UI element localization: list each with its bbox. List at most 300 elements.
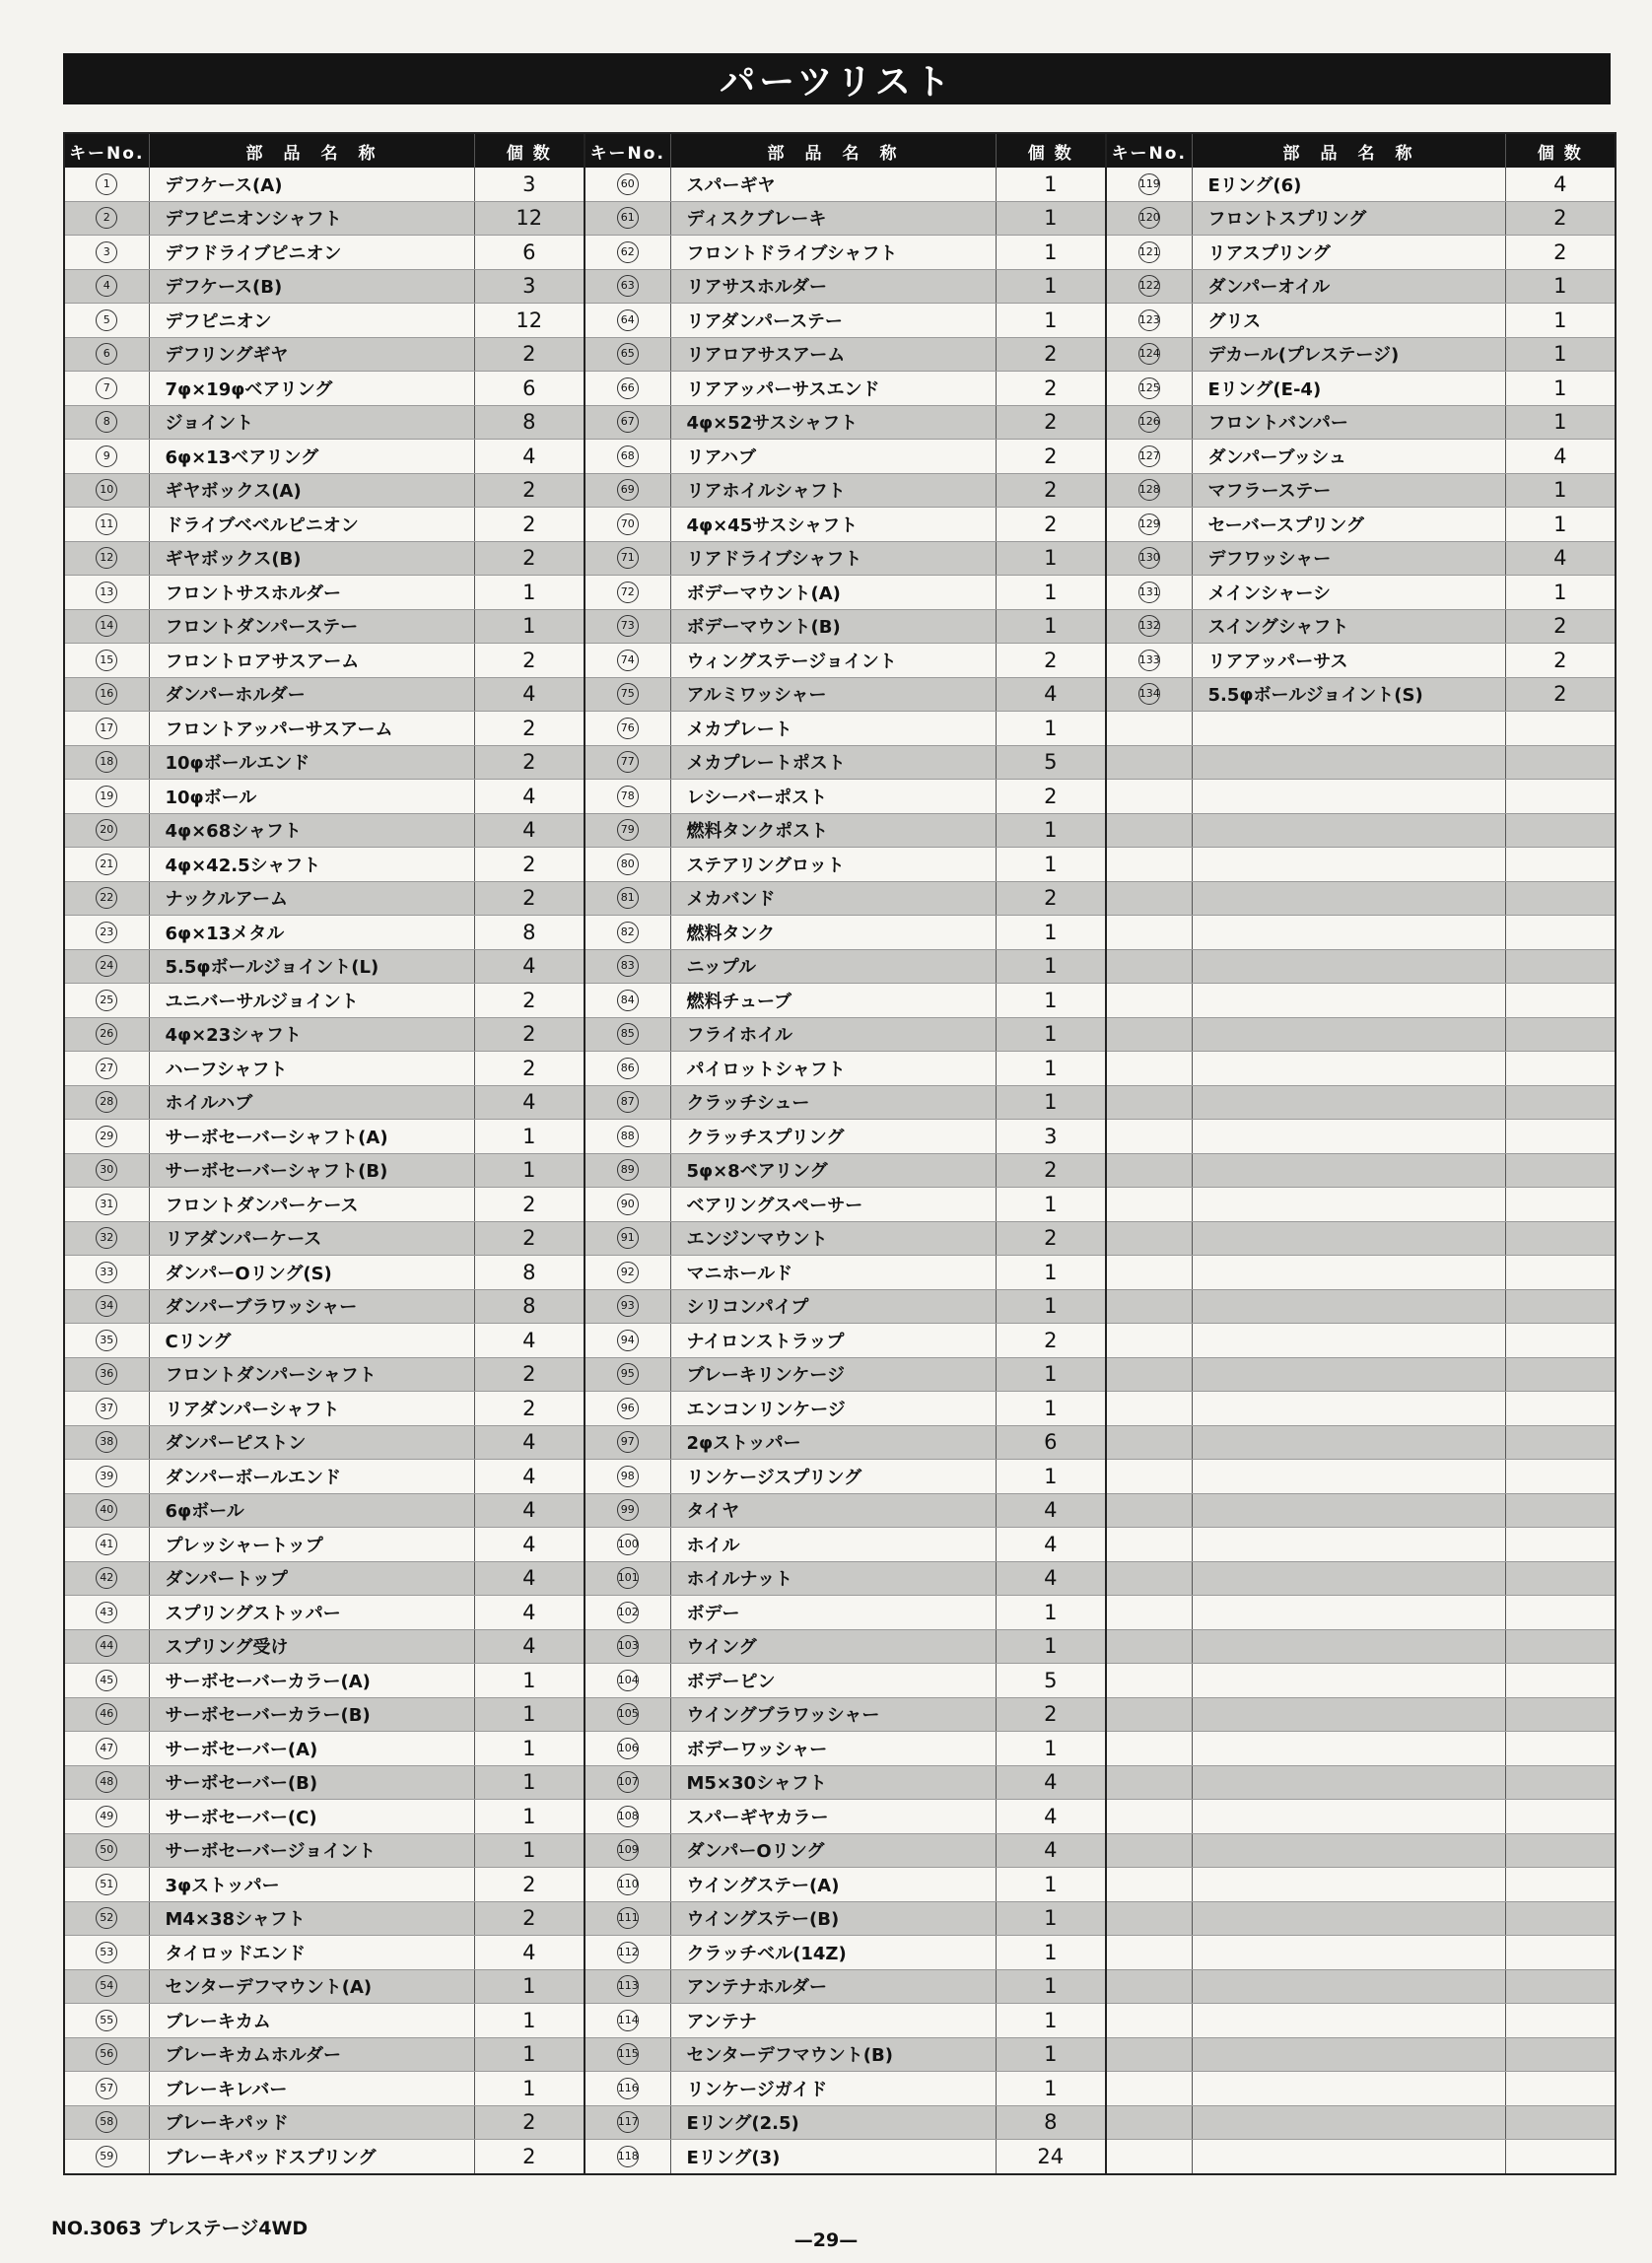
- key-number: [64, 916, 149, 950]
- key-number: [64, 848, 149, 882]
- part-quantity: 2: [474, 1221, 585, 1256]
- key-number-circle: 93: [617, 1295, 639, 1317]
- part-quantity: 1: [996, 1629, 1106, 1664]
- part-quantity: 4: [474, 1561, 585, 1596]
- part-name: 4φ×45サスシャフト: [670, 508, 996, 542]
- key-number: [64, 508, 149, 542]
- part-quantity: 2: [1505, 609, 1616, 644]
- part-name: ディスクブレーキ: [670, 201, 996, 236]
- part-quantity: 1: [996, 1868, 1106, 1902]
- part-name: [1192, 745, 1505, 780]
- key-number: [64, 337, 149, 372]
- key-number: [1107, 337, 1192, 372]
- key-number: [64, 609, 149, 644]
- key-number: [1107, 1289, 1192, 1324]
- table-row: [585, 1221, 1106, 1256]
- part-quantity: 3: [474, 168, 585, 201]
- part-name: [1192, 2140, 1505, 2174]
- part-name: リアロアサスアーム: [670, 337, 996, 372]
- table-row: [585, 541, 1106, 576]
- key-number: [585, 1732, 670, 1766]
- part-quantity: 4: [474, 1493, 585, 1528]
- part-name: ジョイント: [149, 405, 474, 440]
- header-key: キーNo.: [64, 133, 149, 168]
- key-number-circle: 34: [96, 1295, 117, 1317]
- key-number: [64, 1765, 149, 1800]
- part-quantity: 2: [1505, 201, 1616, 236]
- part-quantity: 8: [474, 1289, 585, 1324]
- part-quantity: [1505, 1052, 1616, 1086]
- part-quantity: 2: [474, 2105, 585, 2140]
- key-number-circle: 27: [96, 1058, 117, 1079]
- table-row: [1107, 473, 1616, 508]
- table-row: [585, 1561, 1106, 1596]
- part-quantity: 1: [1505, 473, 1616, 508]
- part-quantity: 2: [996, 440, 1106, 474]
- key-number: [64, 2140, 149, 2174]
- table-row: [64, 916, 585, 950]
- key-number-circle: 35: [96, 1330, 117, 1351]
- part-name: プレッシャートップ: [149, 1528, 474, 1562]
- part-quantity: 2: [474, 1052, 585, 1086]
- key-number: [64, 541, 149, 576]
- key-number-circle: 52: [96, 1907, 117, 1929]
- key-number-circle: 121: [1138, 241, 1160, 263]
- table-row: [1107, 1289, 1616, 1324]
- part-quantity: 1: [1505, 372, 1616, 406]
- table-row: [1107, 2072, 1616, 2106]
- key-number: [585, 269, 670, 304]
- part-quantity: 5: [996, 745, 1106, 780]
- key-number-circle: 67: [617, 411, 639, 433]
- part-quantity: 2: [474, 473, 585, 508]
- key-number: [64, 1561, 149, 1596]
- key-number-circle: 128: [1138, 479, 1160, 501]
- part-quantity: 4: [474, 1085, 585, 1120]
- key-number: [1107, 1460, 1192, 1494]
- part-name: [1192, 1493, 1505, 1528]
- key-number: [64, 269, 149, 304]
- part-quantity: [1505, 745, 1616, 780]
- part-quantity: [1505, 881, 1616, 916]
- part-name: [1192, 1596, 1505, 1630]
- part-name: [1192, 712, 1505, 746]
- part-quantity: 1: [996, 1188, 1106, 1222]
- table-row: [1107, 1833, 1616, 1868]
- part-name: フロントロアサスアーム: [149, 644, 474, 678]
- key-number-circle: 37: [96, 1398, 117, 1419]
- key-number-circle: 23: [96, 922, 117, 943]
- key-number-circle: 16: [96, 683, 117, 705]
- key-number-circle: 39: [96, 1466, 117, 1487]
- key-number-circle: 66: [617, 377, 639, 399]
- part-name: フロントドライブシャフト: [670, 236, 996, 270]
- part-quantity: 3: [474, 269, 585, 304]
- table-row: [585, 1153, 1106, 1188]
- part-quantity: [1505, 1221, 1616, 1256]
- key-number: [1107, 2140, 1192, 2174]
- key-number: [1107, 1188, 1192, 1222]
- part-quantity: 2: [996, 372, 1106, 406]
- key-number: [585, 1936, 670, 1970]
- part-quantity: 1: [996, 1052, 1106, 1086]
- key-number-circle: 19: [96, 786, 117, 807]
- part-quantity: 8: [474, 916, 585, 950]
- part-name: ハーフシャフト: [149, 1052, 474, 1086]
- key-number-circle: 29: [96, 1126, 117, 1147]
- part-name: M5×30シャフト: [670, 1765, 996, 1800]
- part-name: フロントサスホルダー: [149, 576, 474, 610]
- key-number: [585, 440, 670, 474]
- key-number-circle: 122: [1138, 275, 1160, 297]
- key-number-circle: 74: [617, 650, 639, 671]
- key-number-circle: 13: [96, 582, 117, 603]
- part-quantity: 24: [996, 2140, 1106, 2174]
- part-name: ダンパーホルダー: [149, 677, 474, 712]
- key-number-circle: 85: [617, 1023, 639, 1045]
- key-number: [585, 236, 670, 270]
- key-number: [64, 1188, 149, 1222]
- table-row: [1107, 780, 1616, 814]
- part-name: ステアリングロット: [670, 848, 996, 882]
- table-row: [1107, 1221, 1616, 1256]
- key-number: [585, 576, 670, 610]
- key-number-circle: 131: [1138, 582, 1160, 603]
- table-row: [1107, 677, 1616, 712]
- key-number: [585, 168, 670, 201]
- table-row: [64, 644, 585, 678]
- key-number: [1107, 168, 1192, 201]
- part-name: ブレーキレバー: [149, 2072, 474, 2106]
- key-number: [1107, 269, 1192, 304]
- part-quantity: 4: [474, 1460, 585, 1494]
- part-name: [1192, 1697, 1505, 1732]
- key-number: [1107, 2105, 1192, 2140]
- key-number-circle: 5: [96, 309, 117, 331]
- key-number: [585, 1596, 670, 1630]
- part-name: ウイングブラワッシャー: [670, 1697, 996, 1732]
- table-row: [585, 1765, 1106, 1800]
- table-row: [585, 236, 1106, 270]
- part-quantity: 1: [996, 236, 1106, 270]
- key-number: [585, 745, 670, 780]
- part-name: [1192, 1324, 1505, 1358]
- key-number-circle: 25: [96, 990, 117, 1011]
- part-name: ギヤボックス(A): [149, 473, 474, 508]
- part-name: [1192, 1732, 1505, 1766]
- table-row: [1107, 541, 1616, 576]
- part-quantity: 1: [474, 576, 585, 610]
- key-number: [585, 1357, 670, 1392]
- table-row: [585, 2072, 1106, 2106]
- table-row: [585, 201, 1106, 236]
- part-name: ブレーキパッド: [149, 2105, 474, 2140]
- part-name: タイロッドエンド: [149, 1936, 474, 1970]
- key-number-circle: 116: [617, 2078, 639, 2099]
- table-row: [585, 372, 1106, 406]
- part-quantity: 2: [474, 2140, 585, 2174]
- part-name: [1192, 1221, 1505, 1256]
- key-number: [64, 304, 149, 338]
- part-name: スイングシャフト: [1192, 609, 1505, 644]
- part-name: メカバンド: [670, 881, 996, 916]
- part-name: [1192, 2072, 1505, 2106]
- header-name: 部 品 名 称: [1192, 133, 1505, 168]
- part-name: [1192, 1357, 1505, 1392]
- key-number-circle: 26: [96, 1023, 117, 1045]
- key-number: [64, 1357, 149, 1392]
- part-name: 4φ×42.5シャフト: [149, 848, 474, 882]
- key-number: [64, 2105, 149, 2140]
- key-number-circle: 7: [96, 377, 117, 399]
- table-row: [64, 745, 585, 780]
- key-number: [585, 1561, 670, 1596]
- key-number: [64, 1289, 149, 1324]
- key-number: [64, 2072, 149, 2106]
- part-name: Cリング: [149, 1324, 474, 1358]
- part-quantity: 1: [996, 201, 1106, 236]
- key-number: [585, 780, 670, 814]
- key-number: [585, 1833, 670, 1868]
- table-row: [585, 473, 1106, 508]
- part-quantity: 4: [474, 1324, 585, 1358]
- key-number-circle: 115: [617, 2043, 639, 2065]
- key-number: [585, 337, 670, 372]
- key-number-circle: 15: [96, 650, 117, 671]
- key-number: [585, 201, 670, 236]
- table-row: [64, 848, 585, 882]
- table-row: [64, 1460, 585, 1494]
- key-number-circle: 96: [617, 1398, 639, 1419]
- part-name: [1192, 949, 1505, 984]
- part-name: メカプレートポスト: [670, 745, 996, 780]
- part-quantity: [1505, 2004, 1616, 2038]
- part-quantity: 1: [996, 2004, 1106, 2038]
- key-number-circle: 24: [96, 955, 117, 977]
- part-quantity: 2: [474, 848, 585, 882]
- key-number-circle: 41: [96, 1534, 117, 1555]
- table-row: [585, 304, 1106, 338]
- key-number: [585, 1425, 670, 1460]
- key-number: [64, 1425, 149, 1460]
- key-number: [1107, 984, 1192, 1018]
- key-number: [1107, 1596, 1192, 1630]
- key-number-circle: 22: [96, 887, 117, 909]
- table-row: [1107, 576, 1616, 610]
- part-quantity: [1505, 2072, 1616, 2106]
- key-number: [1107, 1052, 1192, 1086]
- key-number: [64, 1868, 149, 1902]
- key-number-circle: 111: [617, 1907, 639, 1929]
- table-row: [585, 677, 1106, 712]
- key-number: [585, 1289, 670, 1324]
- table-row: [64, 168, 585, 201]
- key-number-circle: 90: [617, 1194, 639, 1215]
- part-name: アンテナ: [670, 2004, 996, 2038]
- key-number-circle: 91: [617, 1227, 639, 1249]
- key-number: [64, 372, 149, 406]
- part-quantity: 4: [474, 1629, 585, 1664]
- key-number-circle: 110: [617, 1874, 639, 1895]
- header-qty: 個 数: [1505, 133, 1616, 168]
- part-name: [1192, 1936, 1505, 1970]
- table-row: [585, 2004, 1106, 2038]
- key-number: [585, 949, 670, 984]
- table-row: [585, 813, 1106, 848]
- part-name: スパーギヤカラー: [670, 1800, 996, 1834]
- key-number-circle: 75: [617, 683, 639, 705]
- table-row: [64, 201, 585, 236]
- key-number: [1107, 644, 1192, 678]
- key-number-circle: 21: [96, 854, 117, 875]
- key-number: [1107, 780, 1192, 814]
- table-row: [64, 508, 585, 542]
- part-name: 4φ×52サスシャフト: [670, 405, 996, 440]
- table-row: [64, 1392, 585, 1426]
- table-row: [585, 1017, 1106, 1052]
- table-row: [64, 1596, 585, 1630]
- table-row: [1107, 269, 1616, 304]
- key-number-circle: 127: [1138, 446, 1160, 467]
- key-number-circle: 120: [1138, 207, 1160, 229]
- part-name: クラッチスプリング: [670, 1120, 996, 1154]
- part-name: フロントアッパーサスアーム: [149, 712, 474, 746]
- part-quantity: [1505, 2140, 1616, 2174]
- part-name: [1192, 848, 1505, 882]
- table-row: [1107, 1528, 1616, 1562]
- model-label: NO.3063 プレステージ4WD: [51, 2218, 309, 2239]
- key-number: [64, 1221, 149, 1256]
- key-number: [585, 984, 670, 1018]
- part-name: デフワッシャー: [1192, 541, 1505, 576]
- table-row: [1107, 1460, 1616, 1494]
- part-name: デフケース(B): [149, 269, 474, 304]
- part-name: ブレーキパッドスプリング: [149, 2140, 474, 2174]
- part-quantity: 1: [996, 1969, 1106, 2004]
- key-number: [1107, 1800, 1192, 1834]
- key-number: [1107, 1392, 1192, 1426]
- part-quantity: 1: [1505, 269, 1616, 304]
- part-name: クラッチシュー: [670, 1085, 996, 1120]
- table-row: [585, 1664, 1106, 1698]
- key-number: [1107, 813, 1192, 848]
- table-row: [64, 1120, 585, 1154]
- part-name: [1192, 2004, 1505, 2038]
- part-quantity: [1505, 2105, 1616, 2140]
- key-number-circle: 107: [617, 1771, 639, 1793]
- part-quantity: 1: [474, 1120, 585, 1154]
- table-row: [1107, 1357, 1616, 1392]
- key-number-circle: 1: [96, 173, 117, 195]
- part-name: リアダンパーステー: [670, 304, 996, 338]
- part-name: タイヤ: [670, 1493, 996, 1528]
- table-row: [64, 337, 585, 372]
- part-name: [1192, 1289, 1505, 1324]
- key-number: [585, 473, 670, 508]
- table-row: [64, 712, 585, 746]
- key-number: [1107, 1561, 1192, 1596]
- table-row: [585, 2037, 1106, 2072]
- table-row: [1107, 644, 1616, 678]
- key-number-circle: 42: [96, 1567, 117, 1589]
- part-quantity: 2: [996, 405, 1106, 440]
- part-name: リアドライブシャフト: [670, 541, 996, 576]
- key-number: [1107, 881, 1192, 916]
- key-number: [64, 473, 149, 508]
- part-quantity: 2: [996, 881, 1106, 916]
- table-row: [1107, 609, 1616, 644]
- header-name: 部 品 名 称: [670, 133, 996, 168]
- part-name: ダンパートップ: [149, 1561, 474, 1596]
- key-number: [1107, 1833, 1192, 1868]
- key-number: [585, 644, 670, 678]
- key-number-circle: 11: [96, 514, 117, 535]
- part-quantity: 1: [996, 1596, 1106, 1630]
- part-name: ダンパーピストン: [149, 1425, 474, 1460]
- part-quantity: 1: [996, 576, 1106, 610]
- key-number: [64, 201, 149, 236]
- part-name: エンコンリンケージ: [670, 1392, 996, 1426]
- part-quantity: [1505, 1528, 1616, 1562]
- part-name: デフドライブピニオン: [149, 236, 474, 270]
- key-number: [1107, 1324, 1192, 1358]
- table-row: [64, 677, 585, 712]
- part-quantity: [1505, 949, 1616, 984]
- part-quantity: 2: [474, 745, 585, 780]
- part-name: ウイングステー(B): [670, 1901, 996, 1936]
- part-name: [1192, 780, 1505, 814]
- part-quantity: 8: [474, 405, 585, 440]
- key-number-circle: 70: [617, 514, 639, 535]
- part-name: 3φストッパー: [149, 1868, 474, 1902]
- table-row: [585, 508, 1106, 542]
- table-row: [1107, 1561, 1616, 1596]
- part-name: ニップル: [670, 949, 996, 984]
- table-row: [585, 1392, 1106, 1426]
- part-quantity: 12: [474, 304, 585, 338]
- part-quantity: 1: [1505, 508, 1616, 542]
- part-name: デフケース(A): [149, 168, 474, 201]
- header-qty: 個 数: [474, 133, 585, 168]
- table-row: [585, 1357, 1106, 1392]
- key-number: [64, 2037, 149, 2072]
- part-name: 4φ×23シャフト: [149, 1017, 474, 1052]
- key-number: [585, 1528, 670, 1562]
- part-name: 10φボールエンド: [149, 745, 474, 780]
- key-number-circle: 58: [96, 2111, 117, 2133]
- part-name: スプリング受け: [149, 1629, 474, 1664]
- part-quantity: 1: [996, 949, 1106, 984]
- table-row: [64, 780, 585, 814]
- part-name: アンテナホルダー: [670, 1969, 996, 2004]
- part-quantity: 1: [1505, 337, 1616, 372]
- key-number-circle: 20: [96, 819, 117, 841]
- key-number-circle: 73: [617, 615, 639, 637]
- key-number-circle: 86: [617, 1058, 639, 1079]
- key-number: [1107, 201, 1192, 236]
- table-row: [64, 1528, 585, 1562]
- table-row: [1107, 1664, 1616, 1698]
- part-quantity: 2: [996, 644, 1106, 678]
- part-quantity: [1505, 1596, 1616, 1630]
- key-number: [1107, 1697, 1192, 1732]
- part-quantity: [1505, 1188, 1616, 1222]
- key-number: [585, 541, 670, 576]
- key-number: [1107, 1732, 1192, 1766]
- key-number: [585, 405, 670, 440]
- key-number: [64, 1528, 149, 1562]
- key-number-circle: 56: [96, 2043, 117, 2065]
